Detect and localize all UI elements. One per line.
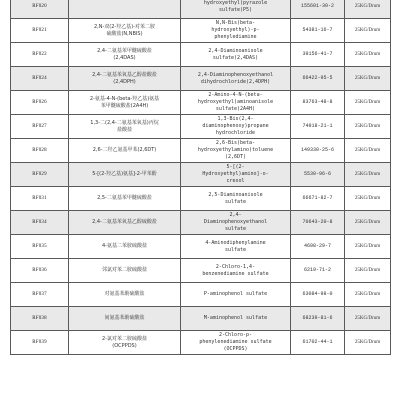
table-row: [11, 91, 391, 115]
product-code-cell: RF029: [11, 163, 69, 187]
english-name-line: P-aminophenol sulfate: [203, 291, 268, 297]
table-row: [11, 211, 391, 235]
cas-number-cell: 6219-71-2: [291, 259, 345, 283]
table-row: [11, 307, 391, 331]
english-name-line: Hydroxyethyl)amino]-o-: [202, 171, 269, 177]
english-name-cell: [181, 283, 291, 307]
chinese-name-line: 2,4-二氨基苯氧基乙醇盐酸盐: [92, 71, 157, 78]
chinese-name-line: (2,4DPH): [113, 78, 136, 85]
chinese-name-line: (2,4DAS): [113, 54, 136, 61]
english-name-cell: [181, 139, 291, 163]
english-name-line: N,N-Bis(beta-: [215, 20, 256, 26]
english-name-line: 2,4-: [229, 212, 242, 218]
english-name-line: phenylenediamine sulfate: [199, 339, 272, 345]
product-code-cell: RF024: [11, 67, 69, 91]
product-table: [10, 0, 391, 355]
chinese-name-line: 2,4-二氨基苯氧基乙醇硫酸盐: [92, 219, 157, 225]
table-row: [11, 283, 391, 307]
english-name-cell: [181, 211, 291, 235]
table-row: [11, 19, 391, 43]
table-row: [11, 0, 391, 19]
english-name-line: 2,4-Diaminophenoxyethanol: [197, 71, 274, 78]
cas-number-cell: 63084-98-0: [291, 283, 345, 307]
cas-number-cell: 39156-41-7: [291, 43, 345, 67]
packing-cell: 25KG/Drum: [345, 307, 391, 331]
product-code-cell: RF026: [11, 91, 69, 115]
english-name-line: 4-Aminodiphenylamine: [205, 239, 266, 246]
packing-cell: 25KG/Drum: [345, 0, 391, 19]
product-code-cell: RF022: [11, 43, 69, 67]
product-code-cell: RF021: [11, 19, 69, 43]
chinese-name-line: 2-氨基-4-N-(beta-羟乙基)氨基: [89, 95, 160, 102]
english-name-line: 2-Amino-4-N-(beta-: [208, 92, 263, 98]
chinese-name-cell: [69, 43, 181, 67]
chinese-name-line: 2,6-二羟乙氨基甲苯(2,6DT): [92, 147, 157, 153]
cas-number-cell: 61702-44-1: [291, 331, 345, 355]
english-name-line: 2-Chloro-p-: [218, 332, 253, 338]
english-name-cell: [181, 307, 291, 331]
english-name-line: (OCPPDS): [223, 346, 248, 352]
english-name-line: sulfate: [224, 246, 247, 253]
table-row: [11, 331, 391, 355]
english-name-line: benzenediamine sulfate: [202, 270, 269, 277]
chinese-name-cell: [69, 331, 181, 355]
english-name-cell: [181, 235, 291, 259]
packing-cell: 25KG/Drum: [345, 67, 391, 91]
english-name-cell: [181, 43, 291, 67]
product-code-cell: RF039: [11, 331, 69, 355]
table-row: [11, 115, 391, 139]
packing-cell: 25KG/Drum: [345, 91, 391, 115]
cas-number-cell: 70643-20-8: [291, 211, 345, 235]
english-name-line: sulfate: [224, 198, 247, 205]
product-code-cell: RF020: [11, 0, 69, 19]
chinese-name-cell: [69, 139, 181, 163]
chinese-name-line: 邻氯对苯二胺硫酸盐: [101, 267, 147, 273]
english-name-line: 2,5-Diaminoanisole: [208, 191, 263, 198]
chinese-name-line: 对氨基苯酚硫酸盐: [104, 291, 145, 297]
english-name-line: hydroxyethyl)pyrazole: [203, 0, 268, 6]
english-name-line: hydroxyethyl)-p-: [211, 27, 260, 33]
english-name-cell: [181, 115, 291, 139]
chinese-name-cell: [69, 163, 181, 187]
chinese-name-cell: [69, 0, 181, 19]
english-name-cell: [181, 67, 291, 91]
english-name-line: dihydrochloride(2,4DPH): [200, 78, 271, 85]
table-row: [11, 163, 391, 187]
english-name-line: sulfate(P5): [218, 6, 253, 13]
english-name-line: hydrochloride: [215, 130, 256, 136]
english-name-line: Diaminophenoxyethanol: [203, 219, 268, 225]
english-name-cell: [181, 163, 291, 187]
chinese-name-cell: [69, 235, 181, 259]
packing-cell: 25KG/Drum: [345, 187, 391, 211]
english-name-line: hydroxyethyl)aminoanisole: [197, 99, 274, 105]
english-name-line: hydroxyethylamino)toluene: [197, 147, 274, 153]
english-name-cell: [181, 91, 291, 115]
cas-number-cell: 5530-96-6: [291, 163, 345, 187]
packing-cell: 25KG/Drum: [345, 283, 391, 307]
product-table-body: [11, 0, 391, 355]
english-name-line: 2-Chloro-1,4-: [215, 263, 256, 270]
english-name-cell: [181, 19, 291, 43]
english-name-line: sulfate(2A4H): [215, 106, 256, 112]
english-name-line: cresol: [226, 178, 245, 184]
chinese-name-cell: [69, 259, 181, 283]
chinese-name-line: 4-氨基二苯胺硫酸盐: [102, 243, 147, 249]
english-name-line: sulfate: [224, 226, 247, 232]
product-code-cell: RF031: [11, 187, 69, 211]
packing-cell: 25KG/Drum: [345, 19, 391, 43]
chinese-name-line: 盐酸盐: [116, 126, 132, 133]
table-row: [11, 139, 391, 163]
english-name-cell: [181, 187, 291, 211]
chinese-name-cell: [69, 283, 181, 307]
chinese-name-cell: [69, 19, 181, 43]
packing-cell: 25KG/Drum: [345, 259, 391, 283]
chinese-name-cell: [69, 67, 181, 91]
english-name-line: (2,6DT): [224, 154, 247, 160]
cas-number-cell: 66671-82-7: [291, 187, 345, 211]
cas-number-cell: 54381-16-7: [291, 19, 345, 43]
chinese-name-cell: [69, 187, 181, 211]
chinese-name-line: (OCPPDS): [112, 342, 137, 349]
product-code-cell: RF036: [11, 259, 69, 283]
cas-number-cell: 68239-81-6: [291, 307, 345, 331]
cas-number-cell: 83763-48-8: [291, 91, 345, 115]
chinese-name-line: 2,4-二氨基苯甲醚硫酸盐: [97, 47, 152, 54]
english-name-line: 2,6-Bis(beta-: [215, 140, 256, 146]
chinese-name-line: 2-氯对苯二胺硫酸盐: [102, 335, 147, 342]
packing-cell: 25KG/Drum: [345, 235, 391, 259]
english-name-cell: [181, 259, 291, 283]
cas-number-cell: 4698-29-7: [291, 235, 345, 259]
chinese-name-line: 1,3-二(2,4-二氨基苯氧基)丙烷: [90, 119, 159, 126]
chinese-name-line: 间氨基苯酚硫酸盐: [104, 315, 145, 321]
chinese-name-line: 5-[(2-羟乙基)氨基]-2-甲苯酚: [92, 171, 157, 177]
english-name-cell: [181, 0, 291, 19]
english-name-line: phenylediamine: [214, 34, 257, 40]
chinese-name-line: 2,N-双(2-羟乙基)-对苯二胺: [93, 23, 155, 30]
cas-number-cell: 74918-21-1: [291, 115, 345, 139]
chinese-name-cell: [69, 91, 181, 115]
english-name-line: diaminophenoxy)propane: [202, 123, 269, 129]
product-code-cell: RF027: [11, 115, 69, 139]
english-name-line: sulfate(2,4DAS): [212, 54, 259, 61]
product-code-cell: RF038: [11, 307, 69, 331]
packing-cell: 25KG/Drum: [345, 115, 391, 139]
packing-cell: 25KG/Drum: [345, 211, 391, 235]
cas-number-cell: 66422-95-5: [291, 67, 345, 91]
english-name-line: 1,3-Bis(2,4-: [217, 116, 254, 122]
chinese-name-line: 2,5-二氨基苯甲醚硫酸盐: [97, 195, 152, 201]
table-row: [11, 187, 391, 211]
chinese-name-cell: [69, 307, 181, 331]
table-row: [11, 43, 391, 67]
chinese-name-cell: [69, 115, 181, 139]
english-name-line: 5-[(2-: [226, 164, 245, 170]
product-code-cell: RF028: [11, 139, 69, 163]
english-name-cell: [181, 331, 291, 355]
chinese-name-line: 苯甲醚硫酸盐(2A4H): [100, 102, 149, 109]
english-name-line: M-aminophenol sulfate: [203, 315, 268, 321]
cas-number-cell: 149330-25-6: [291, 139, 345, 163]
table-row: [11, 259, 391, 283]
product-code-cell: RF035: [11, 235, 69, 259]
english-name-line: 2,4-Diaminoanisole: [208, 47, 263, 54]
packing-cell: 25KG/Drum: [345, 331, 391, 355]
chinese-name-cell: [69, 211, 181, 235]
packing-cell: 25KG/Drum: [345, 163, 391, 187]
product-code-cell: RF037: [11, 283, 69, 307]
product-code-cell: RF034: [11, 211, 69, 235]
packing-cell: 25KG/Drum: [345, 43, 391, 67]
packing-cell: 25KG/Drum: [345, 139, 391, 163]
table-row: [11, 235, 391, 259]
cas-number-cell: 155601-30-2: [291, 0, 345, 19]
table-row: [11, 67, 391, 91]
chinese-name-line: 硫酸盐(N,NBIS): [106, 30, 143, 37]
